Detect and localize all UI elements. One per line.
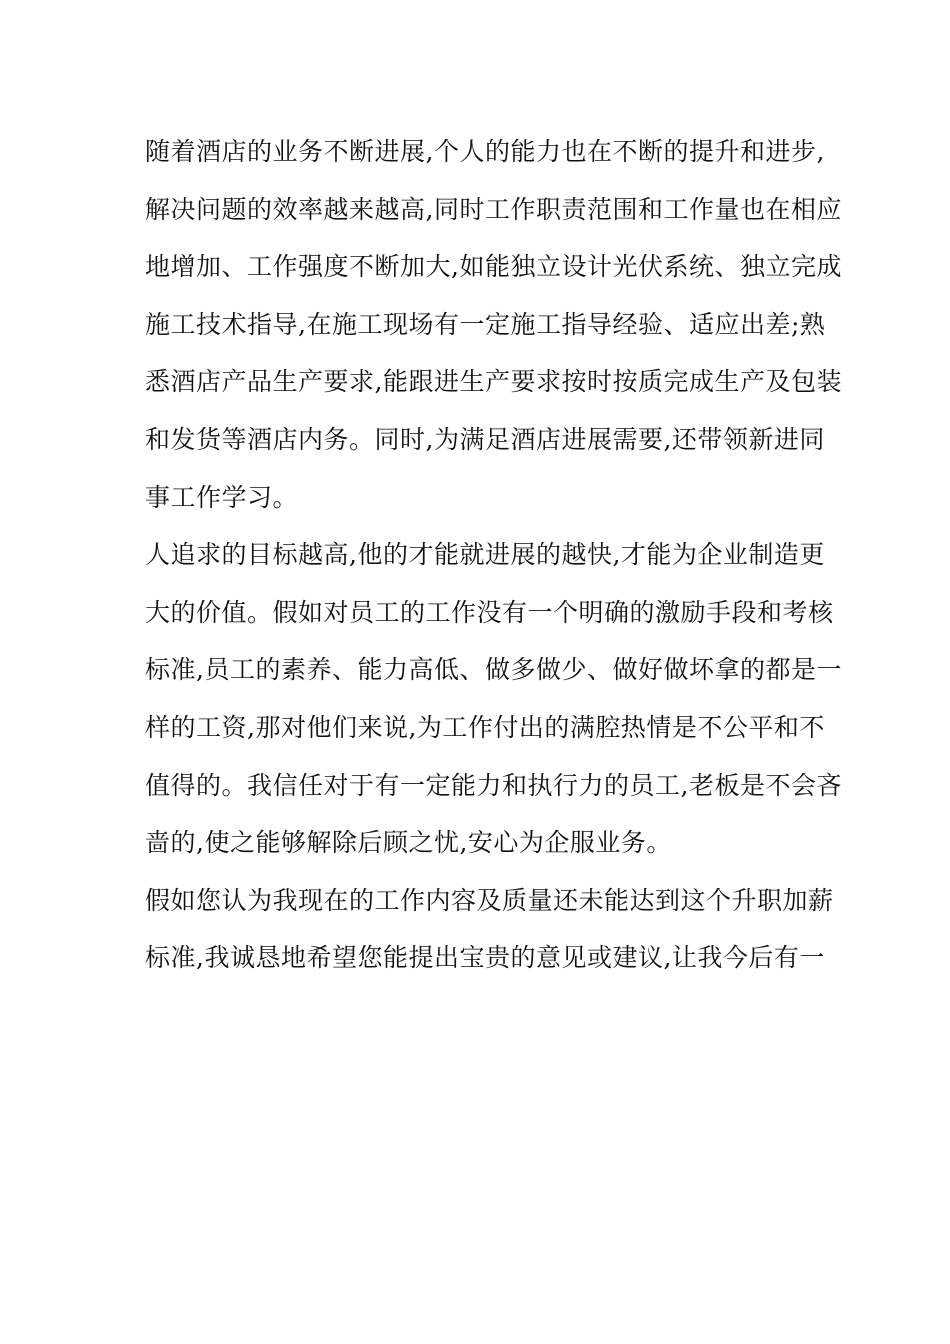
text-line: 人追求的目标越高,他的才能就进展的越快,才能为企业制造更 [145,540,825,570]
text-line: 值得的。我信任对于有一定能力和执行力的员工,老板是不会吝 [145,770,842,800]
text-line: 假如您认为我现在的工作内容及质量还未能达到这个升职加薪 [145,885,834,915]
text-line: 和发货等酒店内务。同时,为满足酒店进展需要,还带领新进同 [145,424,825,454]
paragraph-2 [145,531,842,877]
text-line: 标准,我诚恳地希望您能提出宝贵的意见或建议,让我今后有一 [145,943,825,973]
body-text [145,128,842,992]
text-line: 标准,员工的素养、能力高低、做多做少、做好做坏拿的都是一 [145,655,842,685]
paragraph-3 [145,877,834,992]
text-line: 样的工资,那对他们来说,为工作付出的满腔热情是不公平和不 [145,712,825,742]
text-line: 大的价值。假如对员工的工作没有一个明确的激励手段和考核 [145,597,834,627]
text-line: 事工作学习。 [145,482,299,512]
text-line: 悉酒店产品生产要求,能跟进生产要求按时按质完成生产及包装 [145,367,842,397]
text-line: 随着酒店的业务不断进展,个人的能力也在不断的提升和进步, [145,137,825,166]
text-line: 啬的,使之能够解除后顾之忧,安心为企服业务。 [145,828,672,858]
text-line: 施工技术指导,在施工现场有一定施工指导经验、适应出差;熟 [145,309,826,339]
text-line: 地增加、工作强度不断加大,如能独立设计光伏系统、独立完成 [145,252,842,282]
text-line: 解决问题的效率越来越高,同时工作职责范围和工作量也在相应 [145,194,842,224]
paragraph-1 [145,128,842,531]
